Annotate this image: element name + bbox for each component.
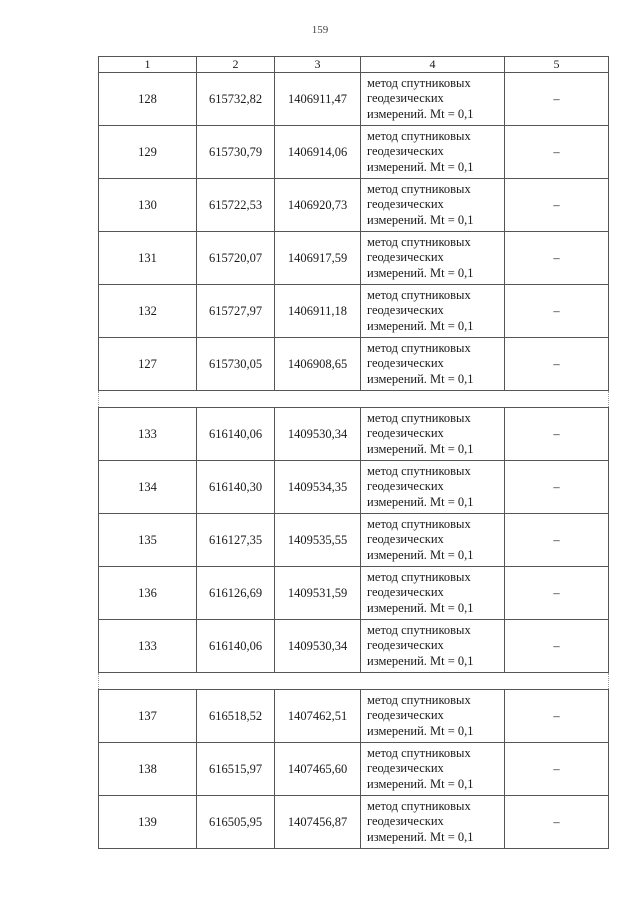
method-line: геодезических bbox=[367, 144, 444, 159]
column-5-cell: – bbox=[505, 73, 609, 126]
method-line: метод спутниковых bbox=[367, 569, 471, 584]
x-coordinate-cell: 615732,82 bbox=[197, 73, 275, 126]
method-line: метод спутниковых bbox=[367, 410, 471, 425]
method-line: метод спутниковых bbox=[367, 622, 471, 637]
column-5-cell: – bbox=[505, 285, 609, 338]
y-coordinate-cell: 1406908,65 bbox=[275, 338, 361, 391]
point-number-cell: 128 bbox=[99, 73, 197, 126]
method-line: измерений. Mt = 0,1 bbox=[367, 265, 474, 280]
header-cell-5: 5 bbox=[505, 57, 609, 73]
method-cell bbox=[361, 690, 505, 743]
x-coordinate-cell: 616505,95 bbox=[197, 796, 275, 849]
column-5-cell: – bbox=[505, 514, 609, 567]
x-coordinate-cell: 615730,05 bbox=[197, 338, 275, 391]
method-line: измерений. Mt = 0,1 bbox=[367, 441, 474, 456]
x-coordinate-cell: 615730,79 bbox=[197, 126, 275, 179]
column-5-cell: – bbox=[505, 796, 609, 849]
point-number-cell: 129 bbox=[99, 126, 197, 179]
point-number-cell: 137 bbox=[99, 690, 197, 743]
column-5-cell: – bbox=[505, 232, 609, 285]
method-line: метод спутниковых bbox=[367, 463, 471, 478]
method-line: измерений. Mt = 0,1 bbox=[367, 371, 474, 386]
point-number-cell: 135 bbox=[99, 514, 197, 567]
method-cell bbox=[361, 232, 505, 285]
method-cell bbox=[361, 620, 505, 673]
method-line: метод спутниковых bbox=[367, 287, 471, 302]
method-line: геодезических bbox=[367, 250, 444, 265]
column-5-cell: – bbox=[505, 461, 609, 514]
method-line: геодезических bbox=[367, 356, 444, 371]
x-coordinate-cell: 616140,06 bbox=[197, 620, 275, 673]
table-row bbox=[99, 461, 609, 514]
method-line: геодезических bbox=[367, 585, 444, 600]
y-coordinate-cell: 1409534,35 bbox=[275, 461, 361, 514]
y-coordinate-cell: 1406911,47 bbox=[275, 73, 361, 126]
x-coordinate-cell: 616140,06 bbox=[197, 408, 275, 461]
point-number-cell: 127 bbox=[99, 338, 197, 391]
method-cell bbox=[361, 73, 505, 126]
table-row bbox=[99, 73, 609, 126]
table-row bbox=[99, 408, 609, 461]
point-number-cell: 139 bbox=[99, 796, 197, 849]
column-5-cell: – bbox=[505, 620, 609, 673]
point-number-cell: 136 bbox=[99, 567, 197, 620]
method-cell bbox=[361, 408, 505, 461]
table-row bbox=[99, 232, 609, 285]
y-coordinate-cell: 1409535,55 bbox=[275, 514, 361, 567]
y-coordinate-cell: 1407456,87 bbox=[275, 796, 361, 849]
method-line: геодезических bbox=[367, 91, 444, 106]
method-line: метод спутниковых bbox=[367, 75, 471, 90]
method-line: геодезических bbox=[367, 708, 444, 723]
point-number-cell: 131 bbox=[99, 232, 197, 285]
y-coordinate-cell: 1409531,59 bbox=[275, 567, 361, 620]
y-coordinate-cell: 1409530,34 bbox=[275, 408, 361, 461]
point-number-cell: 134 bbox=[99, 461, 197, 514]
point-number-cell: 138 bbox=[99, 743, 197, 796]
coordinates-table bbox=[98, 56, 609, 849]
method-line: метод спутниковых bbox=[367, 692, 471, 707]
method-line: геодезических bbox=[367, 303, 444, 318]
y-coordinate-cell: 1406914,06 bbox=[275, 126, 361, 179]
group-separator-row bbox=[99, 391, 609, 408]
table-header-row bbox=[99, 57, 609, 73]
method-line: метод спутниковых bbox=[367, 798, 471, 813]
method-line: метод спутниковых bbox=[367, 340, 471, 355]
column-5-cell: – bbox=[505, 567, 609, 620]
method-line: метод спутниковых bbox=[367, 128, 471, 143]
y-coordinate-cell: 1406920,73 bbox=[275, 179, 361, 232]
column-5-cell: – bbox=[505, 179, 609, 232]
group-separator-row bbox=[99, 673, 609, 690]
table-row bbox=[99, 743, 609, 796]
x-coordinate-cell: 616515,97 bbox=[197, 743, 275, 796]
table-row bbox=[99, 179, 609, 232]
column-5-cell: – bbox=[505, 743, 609, 796]
method-line: метод спутниковых bbox=[367, 181, 471, 196]
x-coordinate-cell: 616518,52 bbox=[197, 690, 275, 743]
method-line: измерений. Mt = 0,1 bbox=[367, 723, 474, 738]
method-cell bbox=[361, 567, 505, 620]
header-cell-3: 3 bbox=[275, 57, 361, 73]
method-line: измерений. Mt = 0,1 bbox=[367, 829, 474, 844]
table-row bbox=[99, 126, 609, 179]
method-cell bbox=[361, 796, 505, 849]
method-line: измерений. Mt = 0,1 bbox=[367, 653, 474, 668]
method-line: измерений. Mt = 0,1 bbox=[367, 159, 474, 174]
x-coordinate-cell: 615722,53 bbox=[197, 179, 275, 232]
y-coordinate-cell: 1407465,60 bbox=[275, 743, 361, 796]
table-row bbox=[99, 620, 609, 673]
point-number-cell: 132 bbox=[99, 285, 197, 338]
column-5-cell: – bbox=[505, 338, 609, 391]
table-row bbox=[99, 514, 609, 567]
method-line: измерений. Mt = 0,1 bbox=[367, 106, 474, 121]
method-cell bbox=[361, 514, 505, 567]
method-line: геодезических bbox=[367, 638, 444, 653]
method-line: измерений. Mt = 0,1 bbox=[367, 212, 474, 227]
method-line: геодезических bbox=[367, 426, 444, 441]
method-line: измерений. Mt = 0,1 bbox=[367, 776, 474, 791]
x-coordinate-cell: 615720,07 bbox=[197, 232, 275, 285]
method-line: геодезических bbox=[367, 761, 444, 776]
column-5-cell: – bbox=[505, 690, 609, 743]
y-coordinate-cell: 1407462,51 bbox=[275, 690, 361, 743]
x-coordinate-cell: 616140,30 bbox=[197, 461, 275, 514]
page-number: 159 bbox=[311, 24, 329, 36]
y-coordinate-cell: 1406917,59 bbox=[275, 232, 361, 285]
method-cell bbox=[361, 461, 505, 514]
method-line: метод спутниковых bbox=[367, 234, 471, 249]
header-cell-1: 1 bbox=[99, 57, 197, 73]
method-line: геодезических bbox=[367, 814, 444, 829]
method-line: метод спутниковых bbox=[367, 745, 471, 760]
y-coordinate-cell: 1406911,18 bbox=[275, 285, 361, 338]
point-number-cell: 133 bbox=[99, 408, 197, 461]
column-5-cell: – bbox=[505, 408, 609, 461]
group-separator-cell bbox=[99, 673, 609, 690]
method-line: измерений. Mt = 0,1 bbox=[367, 318, 474, 333]
header-cell-2: 2 bbox=[197, 57, 275, 73]
header-cell-4: 4 bbox=[361, 57, 505, 73]
group-separator-cell bbox=[99, 391, 609, 408]
method-line: геодезических bbox=[367, 197, 444, 212]
method-line: геодезических bbox=[367, 479, 444, 494]
table-row bbox=[99, 338, 609, 391]
method-cell bbox=[361, 743, 505, 796]
x-coordinate-cell: 616127,35 bbox=[197, 514, 275, 567]
method-cell bbox=[361, 285, 505, 338]
x-coordinate-cell: 616126,69 bbox=[197, 567, 275, 620]
method-line: измерений. Mt = 0,1 bbox=[367, 600, 474, 615]
method-cell bbox=[361, 338, 505, 391]
point-number-cell: 133 bbox=[99, 620, 197, 673]
method-line: метод спутниковых bbox=[367, 516, 471, 531]
table-row bbox=[99, 285, 609, 338]
table-row bbox=[99, 690, 609, 743]
method-line: измерений. Mt = 0,1 bbox=[367, 547, 474, 562]
method-line: геодезических bbox=[367, 532, 444, 547]
table-row bbox=[99, 796, 609, 849]
method-cell bbox=[361, 126, 505, 179]
method-cell bbox=[361, 179, 505, 232]
point-number-cell: 130 bbox=[99, 179, 197, 232]
x-coordinate-cell: 615727,97 bbox=[197, 285, 275, 338]
method-line: измерений. Mt = 0,1 bbox=[367, 494, 474, 509]
table-row bbox=[99, 567, 609, 620]
y-coordinate-cell: 1409530,34 bbox=[275, 620, 361, 673]
column-5-cell: – bbox=[505, 126, 609, 179]
